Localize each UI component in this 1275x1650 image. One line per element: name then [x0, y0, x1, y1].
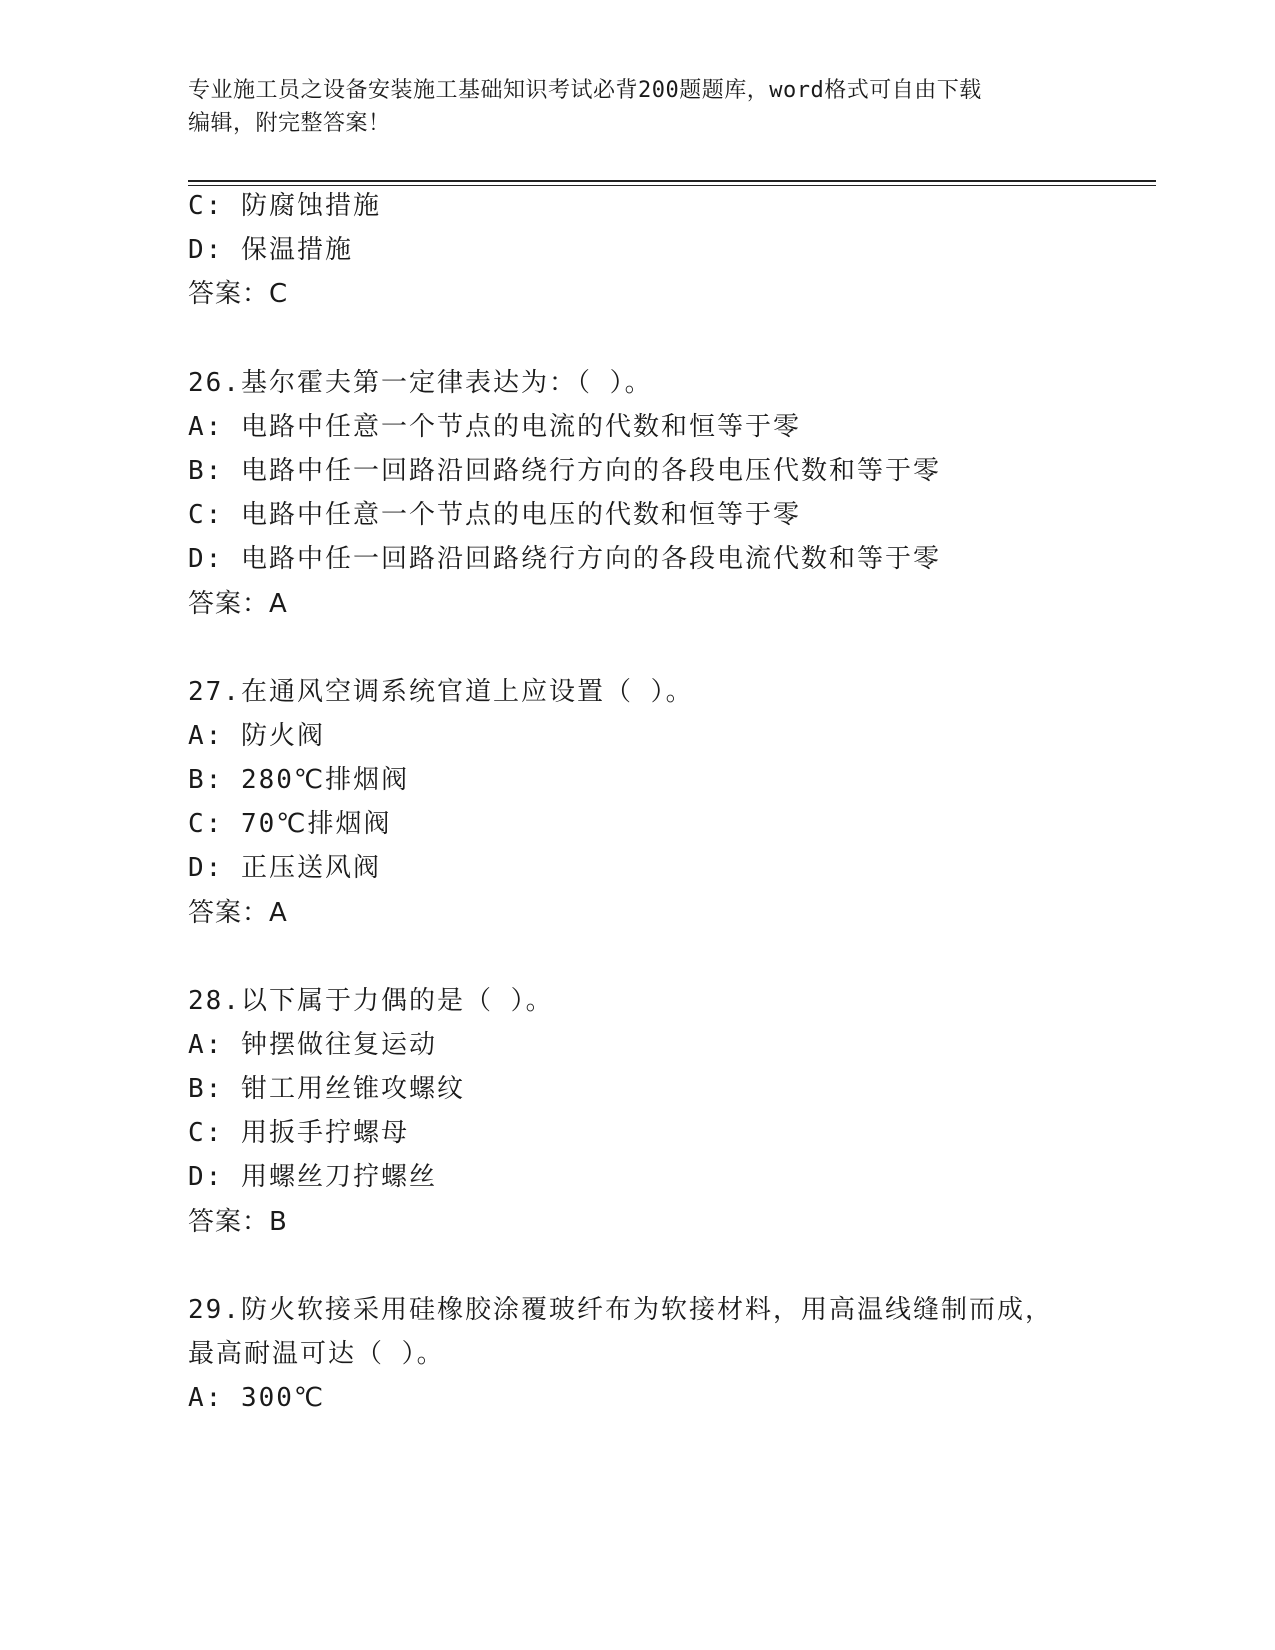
- q28-option-d: D: 用螺丝刀拧螺丝: [188, 1162, 437, 1192]
- q27-question: 27.在通风空调系统官道上应设置（ ）。: [188, 677, 694, 707]
- header-line-1: 专业施工员之设备安装施工基础知识考试必背200题题库，word格式可自由下载: [188, 78, 982, 103]
- q25-option-d: D: 保温措施: [188, 235, 353, 265]
- header-line-2: 编辑，附完整答案！: [188, 111, 391, 136]
- q26-option-b: B: 电路中任一回路沿回路绕行方向的各段电压代数和等于零: [188, 456, 941, 486]
- q28-option-a: A: 钟摆做往复运动: [188, 1030, 437, 1060]
- q26-option-d: D: 电路中任一回路沿回路绕行方向的各段电流代数和等于零: [188, 544, 941, 574]
- q28-option-c: C: 用扳手拧螺母: [188, 1118, 409, 1148]
- q27-option-c: C: 70℃排烟阀: [188, 809, 392, 839]
- q28-question: 28.以下属于力偶的是（ ）。: [188, 986, 554, 1016]
- q26-question: 26.基尔霍夫第一定律表达为：（ ）。: [188, 368, 653, 398]
- q28-answer: 答案：B: [188, 1207, 288, 1237]
- q27-option-b: B: 280℃排烟阀: [188, 765, 410, 795]
- q29-option-a: A: 300℃: [188, 1383, 326, 1413]
- q26-option-a: A: 电路中任意一个节点的电流的代数和恒等于零: [188, 412, 801, 442]
- q27-option-d: D: 正压送风阀: [188, 853, 381, 883]
- document-header: [188, 74, 1088, 140]
- q29-question-line-1: 29.防火软接采用硅橡胶涂覆玻纤布为软接材料，用高温线缝制而成，: [188, 1295, 1053, 1325]
- q26-answer: 答案：A: [188, 589, 288, 619]
- q26-option-c: C: 电路中任意一个节点的电压的代数和恒等于零: [188, 500, 801, 530]
- q25-answer: 答案：C: [188, 279, 289, 309]
- q29-question-line-2: 最高耐温可达（ ）。: [188, 1339, 445, 1369]
- header-rule-thick: [188, 180, 1156, 182]
- q27-option-a: A: 防火阀: [188, 721, 325, 751]
- q28-option-b: B: 钳工用丝锥攻螺纹: [188, 1074, 465, 1104]
- q25-option-c: C: 防腐蚀措施: [188, 191, 381, 221]
- q27-answer: 答案：A: [188, 898, 288, 928]
- header-rule-thin: [188, 185, 1156, 186]
